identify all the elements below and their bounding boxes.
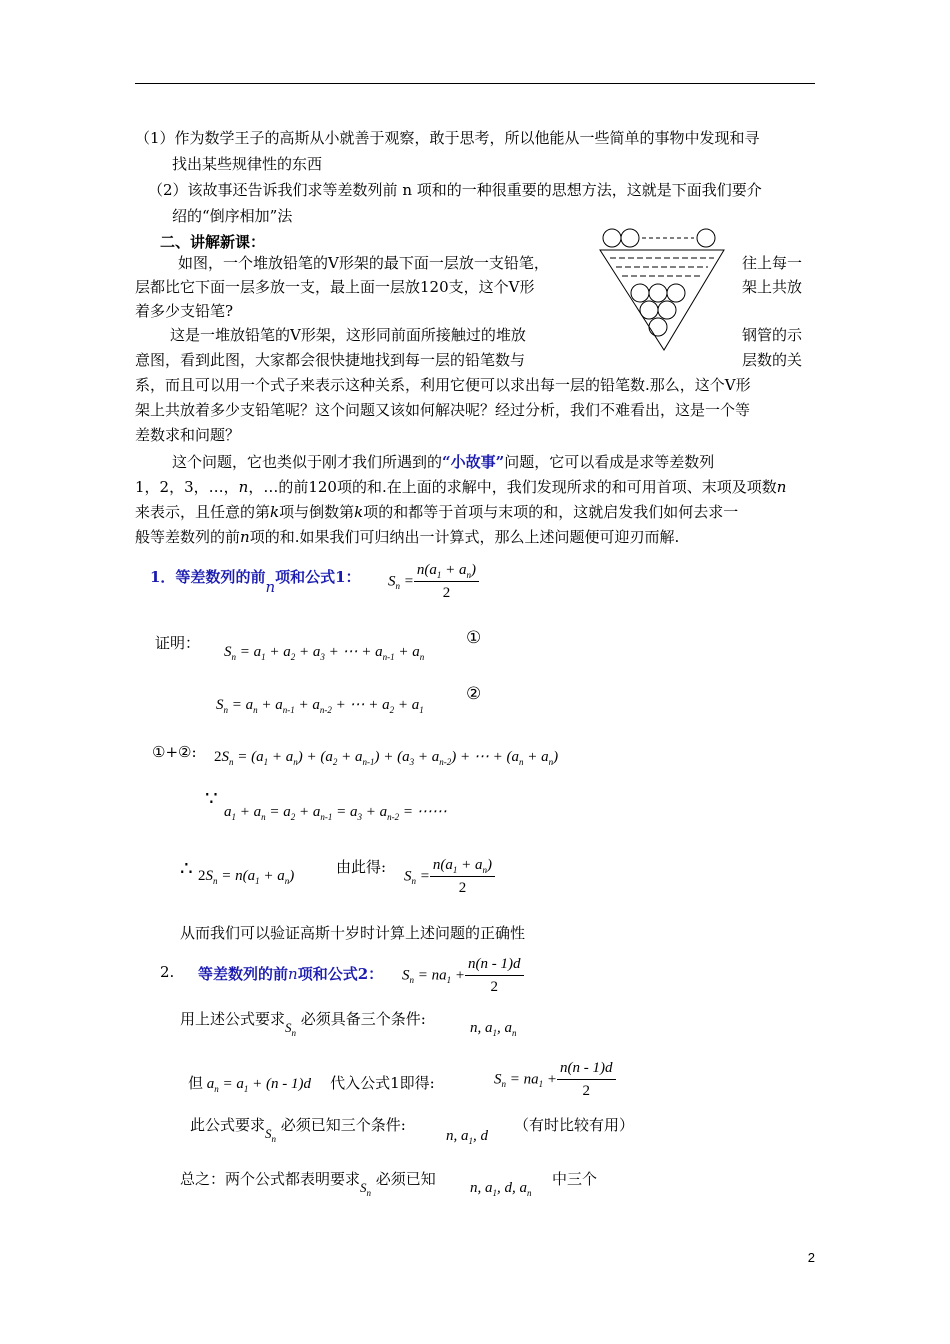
formula2-expression: $S_n = na_1$ + $\frac{n(n - 1)d}{2}$ [402,956,524,996]
equation-1: $S_n = a_1 + a_2 + a_3$ + ⋯ + $a_{n-1} + a_n$ [224,644,425,662]
condition-vars-1: n, $a_1$, $a_n$ [470,1020,517,1038]
math-var: n [265,578,276,596]
formula1-expression: $S_n$ = $\frac{n(a_1 + a_n)}{2}$ [388,562,479,602]
text-line [135,499,738,525]
text-segment: 总之：两个公式都表明要求 [180,1170,361,1188]
condition-line-1: 用上述公式要求$S_n$ 必须具备三个条件: [180,1010,426,1038]
text-segment: 项的和.如果我们可归纳出一计算式，那么上述问题便可迎刃而解. [249,528,680,546]
text-line: 着多少支铅笔? [135,302,234,320]
text-segment: 项和公式1： [275,568,361,586]
text-line [135,474,786,500]
text-segment: 1．等差数列的前 [150,568,266,586]
text-segment: 必须已知 [375,1170,436,1188]
text-segment: 但 [188,1074,204,1092]
math-var: n [240,528,250,546]
text-segment: 项的和都等于首项与末项的和，这就启发我们如何去求一 [363,503,739,521]
text-segment: ，…的前120项的和.在上面的求解中，我们发现所求的和可用首项、末项及项数 [248,478,777,496]
condition-vars-4: n, $a_1$, d, $a_n$ [470,1180,532,1198]
highlight-text: “小故事” [442,453,505,471]
text-line: 这是一堆放铅笔的V形架，这形同前面所接触过的堆放 [170,326,526,344]
equation-sum: $2S_n = (a_1 + a_n) + (a_2 + a_{n-1}) + (a_3 + a_{n-2})$ + ⋯ + $(a_n + a_n)$ [214,749,559,767]
equation-therefore: $2S_n = n(a_1 + a_n)$ [198,868,295,886]
page-number: 2 [807,1250,815,1265]
text-line: 绍的“倒序相加”法 [172,207,293,225]
text-segment: 等差数列的前 [198,965,289,983]
math-var: k [270,503,280,521]
text-segment: 来表示，且任意的第 [135,503,271,521]
text-segment: 必须具备三个条件: [300,1010,426,1028]
text-segment: 这个问题，它也类似于刚才我们所遇到的 [172,453,443,471]
text-segment: 1，2，3，…， [135,478,239,496]
text-line: （1）作为数学王子的高斯从小就善于观察，敢于思考，所以他能从一些简单的事物中发现和寻 [135,129,760,147]
equation-result: $S_n$ = $\frac{n(a_1 + a_n)}{2}$ [404,857,495,897]
text-line: 层数的关 [742,351,803,369]
text-line: 往上每一 [742,254,803,272]
conclusion-text: 从而我们可以验证高斯十岁时计算上述问题的正确性 [180,924,526,942]
formula1-label [150,566,361,596]
text-line: 如图，一个堆放铅笔的V形架的最下面一层放一支铅笔， [178,254,549,272]
condition-line-2: 但 $a_n = a_1 + (n - 1)d$ 代入公式1即得: [188,1074,435,1094]
text-line: （2）该故事还告诉我们求等差数列前 n 项和的一种很重要的思想方法，这就是下面我们要介 [148,181,762,199]
hence-label: 由此得: [336,858,387,876]
text-segment: 此公式要求 [190,1116,266,1134]
text-segment: 用上述公式要求 [180,1010,286,1028]
section-heading: 二、讲解新课： [160,233,266,251]
header-rule [135,83,815,84]
text-line: 层都比它下面一层多放一支，最上面一层放120支，这个V形 [135,278,535,296]
text-segment: 项与倒数第 [279,503,355,521]
text-line: 找出某些规律性的东西 [172,155,323,173]
text-segment: 般等差数列的前 [135,528,241,546]
text-line: 钢管的示 [742,326,803,344]
formula2-number: 2. [160,963,175,981]
because-symbol: ∵ [205,786,218,810]
math-var: n [288,965,298,983]
text-line: 意图，看到此图，大家都会很快捷地找到每一层的铅笔数与 [135,351,526,369]
pencil-rack-figure [598,226,728,356]
text-line: 架上共放着多少支铅笔呢？这个问题又该如何解决呢？经过分析，我们不难看出，这是一个等 [135,401,751,419]
equation-because: $a_1 + a_n = a_2 + a_{n-1} = a_3 + a_{n-2}$ = ⋯⋯ [224,804,447,822]
circle-two: ② [466,684,482,704]
condition-line-3: 此公式要求$S_n$ 必须已知三个条件: [190,1116,406,1144]
math-var: k [354,503,364,521]
text-segment: 问题，它可以看成是求等差数列 [504,453,715,471]
text-line [172,449,714,475]
condition-note: （有时比较有用） [514,1116,635,1134]
text-segment: 必须已知三个条件: [280,1116,406,1134]
formula2-derived: $S_n = na_1$ + $\frac{n(n - 1)d}{2}$ [494,1060,616,1100]
condition-vars-3: n, $a_1$, d [446,1128,488,1146]
math-var: n [776,478,787,496]
formula2-label [198,963,383,984]
math-var: n [238,478,249,496]
text-line: 差数求和问题？ [135,426,241,444]
text-segment: 代入公式1即得: [330,1074,435,1092]
proof-label: 证明： [155,634,201,652]
sum-label: ①+②: [152,743,197,761]
text-segment: 项和公式2： [297,965,384,983]
equation-2: $S_n = a_n + a_{n-1} + a_{n-2}$ + ⋯ + $a_2 + a_1$ [216,697,424,715]
condition-tail: 中三个 [552,1170,598,1188]
text-line: 系，而且可以用一个式子来表示这种关系，利用它便可以求出每一层的铅笔数.那么，这个V形 [135,376,751,394]
therefore-symbol: ∴ [180,856,193,880]
text-line [135,524,679,550]
condition-line-4: 总之：两个公式都表明要求$S_n$ 必须已知 [180,1170,436,1198]
circle-one: ① [466,628,482,648]
text-line: 架上共放 [742,278,803,296]
